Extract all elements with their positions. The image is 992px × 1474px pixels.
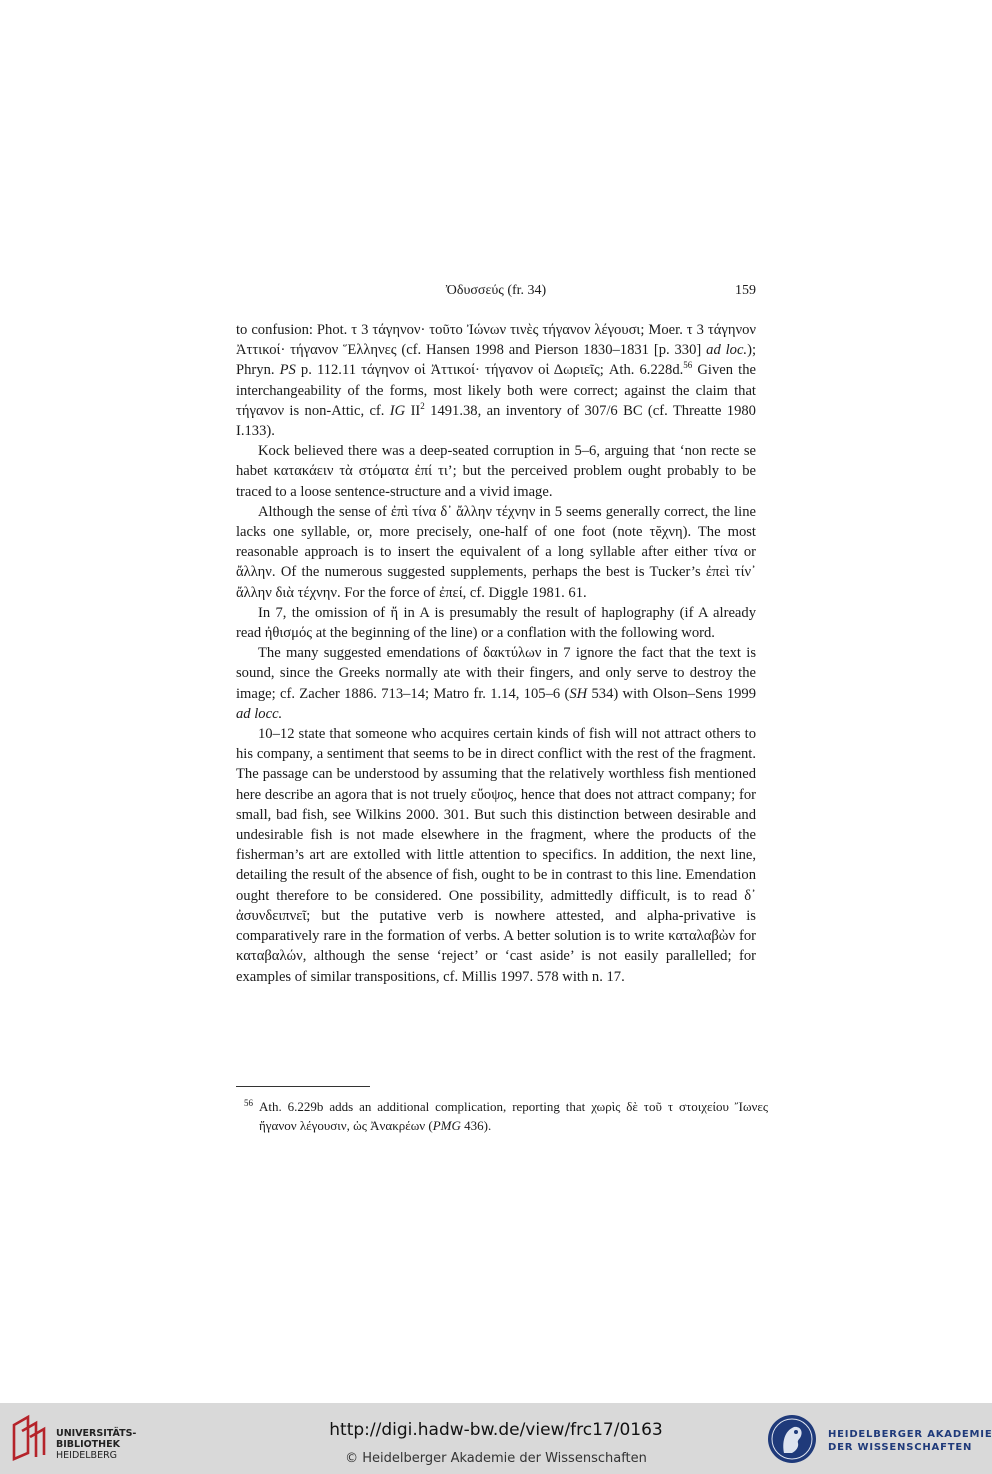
text-run: p. 112.11 τάγηνον οἱ Ἀττικοί· τήγανον οἱ Δωριεῖς; Ath. 6.228d. bbox=[300, 362, 684, 379]
italic-run: PS bbox=[279, 362, 296, 379]
text-run: 1491.38, an inventory of 307/6 BC (cf. Threatte 1980 I.133). bbox=[236, 402, 756, 440]
running-head bbox=[236, 283, 756, 303]
footnote-reference[interactable]: 56 bbox=[683, 360, 693, 371]
paragraph-3: Although the sense of ἐπὶ τίνα δ᾽ ἄλλην τέχνην in 5 seems generally correct, the line lacks one syllable, or, more precisely, one-half of one foot (note τĕχνη). The most reasonable approach is to insert the equivalent of a long syllable after either τίνα or ἄλλην. Of the numerous suggested supplements, perhaps the best is Tucker’s ἐπεὶ τίν᾽ ἄλλην διὰ τέχνην. For the force of ἐπεί, cf. Diggle 1981. 61. bbox=[236, 503, 756, 601]
text-run: II bbox=[410, 402, 421, 419]
page-number: 159 bbox=[735, 283, 756, 298]
text-run: Ath. 6.229b adds an additional complication, reporting that χωρὶς δὲ τοῦ τ στοιχείου Ἴωνες ἤγανον λέγουσιν, ὡς Ἀνακρέων ( bbox=[259, 1099, 768, 1133]
page-url-link[interactable]: http://digi.hadw-bw.de/view/frc17/0163 bbox=[329, 1420, 663, 1440]
text-run: ); Phryn. bbox=[236, 342, 756, 379]
text-run: to confusion: Phot. τ 3 τάγηνον· τοῦτο Ἰώνων τινὲς τήγανον λέγουσι; Moer. τ 3 τάγηνον Ἀττικοί· τήγανον Ἕλληνες (cf. Hansen 1998 and Pierson 1830–1831 [p. 330] bbox=[236, 322, 756, 359]
copyright-notice: © Heidelberger Akademie der Wissenschaften bbox=[345, 1451, 647, 1466]
academy-name: HEIDELBERGER AKADEMIE DER WISSENSCHAFTEN bbox=[828, 1429, 992, 1453]
paragraph-4: In 7, the omission of ἤ in A is presumably the result of haplography (if A already read ἠθισμός at the beginning of the line) or a conflation with the following word. bbox=[236, 604, 756, 642]
paragraph-6: 10–12 state that someone who acquires certain kinds of fish will not attract others to his company, a sentiment that seems to be in direct conflict with the rest of the fragment. The passage can be understood by assuming that the relatively worthless fish mentioned here describe an agora that is not truely εὔοψος, hence that does not attract company; for small, bad fish, see Wilkins 2000. 301. But such this distinction between desirable and undesirable fish is not made elsewhere in the fragment, where the products of the fisherman’s art are extolled with little attention to specifics. In addition, the next line, detailing the result of the absence of fish, ought to be in contrast to this line. Emendation ought therefore to be considered. One possibility, admittedly difficult, is to read δ᾽ ἀσυνδειπνεῖ; but the putative verb is nowhere attested, and alpha-privative is comparatively rare in the formation of verbs. A better solution is to write καταλαβὼν for καταβαλών, although the sense ‘reject’ or ‘cast aside’ is not easily parallelled; for examples of similar transpositions, cf. Millis 1997. 578 with n. 17. bbox=[236, 726, 756, 985]
library-name: UNIVERSITÄTS- BIBLIOTHEK HEIDELBERG bbox=[56, 1428, 137, 1461]
italic-run: PMG bbox=[432, 1118, 461, 1133]
footnote-divider bbox=[236, 1086, 370, 1087]
superscript: 2 bbox=[420, 400, 425, 411]
footnote bbox=[236, 1097, 768, 1135]
text-run: Given the interchangeability of the forms, most likely both were correct; against the claim that τήγανον is non-Attic, cf. bbox=[236, 362, 756, 419]
text-run: 534) with Olson–Sens 1999 bbox=[587, 685, 757, 702]
running-title: Ὀδυσσεύς (fr. 34) bbox=[445, 283, 547, 298]
viewer-footer-bar bbox=[0, 1403, 992, 1474]
text-run: The many suggested emendations of δακτύλων in 7 ignore the fact that the text is sound, since the Greeks normally ate with their fingers, and only serve to destroy the image; cf. Zacher 1886. 713–14; Matro fr. 1.14, 105–6 ( bbox=[236, 645, 756, 702]
italic-run: IG bbox=[389, 402, 406, 419]
italic-run: SH bbox=[569, 685, 588, 702]
academy-seal-icon bbox=[766, 1413, 818, 1465]
text-run: 436). bbox=[460, 1118, 492, 1133]
paragraph-5 bbox=[236, 643, 756, 724]
academy-logo[interactable] bbox=[766, 1413, 992, 1465]
italic-run: ad locc. bbox=[236, 705, 283, 722]
italic-run: ad loc. bbox=[706, 342, 748, 359]
paragraph-2: Kock believed there was a deep-seated corruption in 5–6, arguing that ‘non recte se habet κατακάειν τὰ στόματα ἐπί τι’; but the perceived problem ought probably to be traced to a loose sentence-structure and a vivid image. bbox=[236, 443, 756, 500]
paragraph-1 bbox=[236, 320, 756, 441]
body-text bbox=[236, 320, 756, 987]
footnote-number: 56 bbox=[244, 1098, 253, 1108]
footnote-text bbox=[259, 1097, 768, 1135]
